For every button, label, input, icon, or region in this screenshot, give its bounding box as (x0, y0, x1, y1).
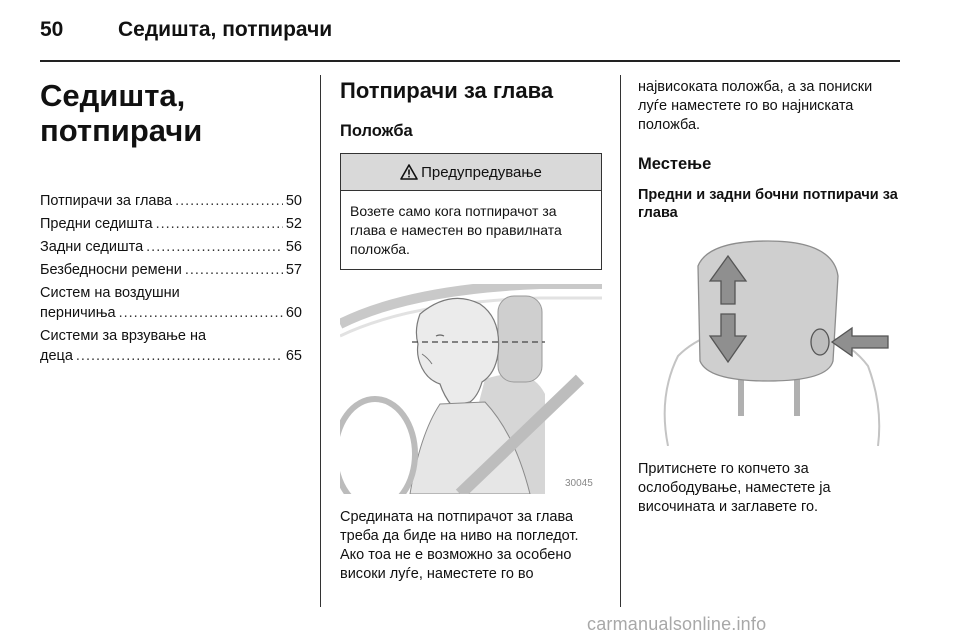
toc-leader-dots (119, 303, 283, 323)
column-contents (40, 78, 302, 369)
header-rule (40, 60, 900, 62)
toc-entry-page: 50 (285, 193, 302, 209)
warning-header (341, 154, 601, 191)
paragraph-position: Средината на потпирачот за глава треба да биде на ниво на погледот. Ако тоа не е возможно за особено високи луѓе, наместете го во (340, 509, 579, 582)
toc-entry-page: 60 (285, 305, 302, 321)
column-headrest-adjustment (638, 78, 900, 517)
subsection-title: Положба (340, 122, 413, 140)
section-title: Потпирачи за глава (340, 78, 554, 103)
toc-entry (40, 326, 302, 366)
paragraph-adjustment: Притиснете го копчето за ослободување, наместете ја височината и заглавете го. (638, 461, 831, 515)
toc-entry-title: Предни седишта (40, 216, 153, 232)
toc-entry-title: деца (40, 348, 73, 364)
page-header-title: Седишта, потпирачи (118, 18, 333, 41)
toc-entry-title: Систем на воздушни (40, 285, 180, 301)
toc-entry-title: Системи за врзување на (40, 328, 207, 344)
toc-entry-title: Потпирачи за глава (40, 193, 173, 209)
toc-entry (40, 214, 302, 234)
column-divider-right (620, 75, 621, 607)
toc-leader-dots (146, 237, 283, 257)
chapter-title: Седишта, потпирачи (40, 78, 203, 148)
column-headrest-position (340, 78, 602, 584)
warning-triangle-icon (400, 164, 418, 180)
warning-title: Предупредување (421, 163, 542, 181)
toc-entry-page: 56 (285, 239, 302, 255)
watermark: carmanualsonline.info (587, 614, 767, 634)
adjustment-heading: Местење (638, 155, 712, 173)
toc-entry-title: Задни седишта (40, 239, 144, 255)
toc-leader-dots (185, 260, 283, 280)
toc-entry-title: перничиња (40, 305, 116, 321)
toc-entry (40, 191, 302, 211)
toc-leader-dots (156, 214, 283, 234)
toc-entry (40, 260, 302, 280)
page-number: 50 (40, 18, 64, 41)
adjustment-subheading: Предни и задни бочни потпирачи за глава (638, 187, 898, 221)
toc-leader-dots (175, 191, 283, 211)
headrest-adjust-illustration (638, 236, 900, 446)
column-divider-left (320, 75, 321, 607)
toc-entry-page: 52 (285, 216, 302, 232)
toc-leader-dots (76, 346, 283, 366)
toc-entry (40, 283, 302, 323)
figure-number: 30045 (565, 478, 593, 489)
warning-text: Возете само кога потпирачот за глава е наместен во правилната положба. (350, 203, 562, 257)
toc-entry-page: 65 (285, 348, 302, 364)
toc-entry (40, 237, 302, 257)
toc-entry-page: 57 (285, 262, 302, 278)
warning-box (340, 153, 602, 270)
page-header (40, 14, 900, 58)
table-of-contents (40, 191, 302, 366)
paragraph-position-continued: највисоката положба, а за пониски луѓе наместете го во најниската положба. (638, 79, 873, 133)
toc-entry-title: Безбедносни ремени (40, 262, 182, 278)
headrest-position-illustration (340, 284, 602, 494)
